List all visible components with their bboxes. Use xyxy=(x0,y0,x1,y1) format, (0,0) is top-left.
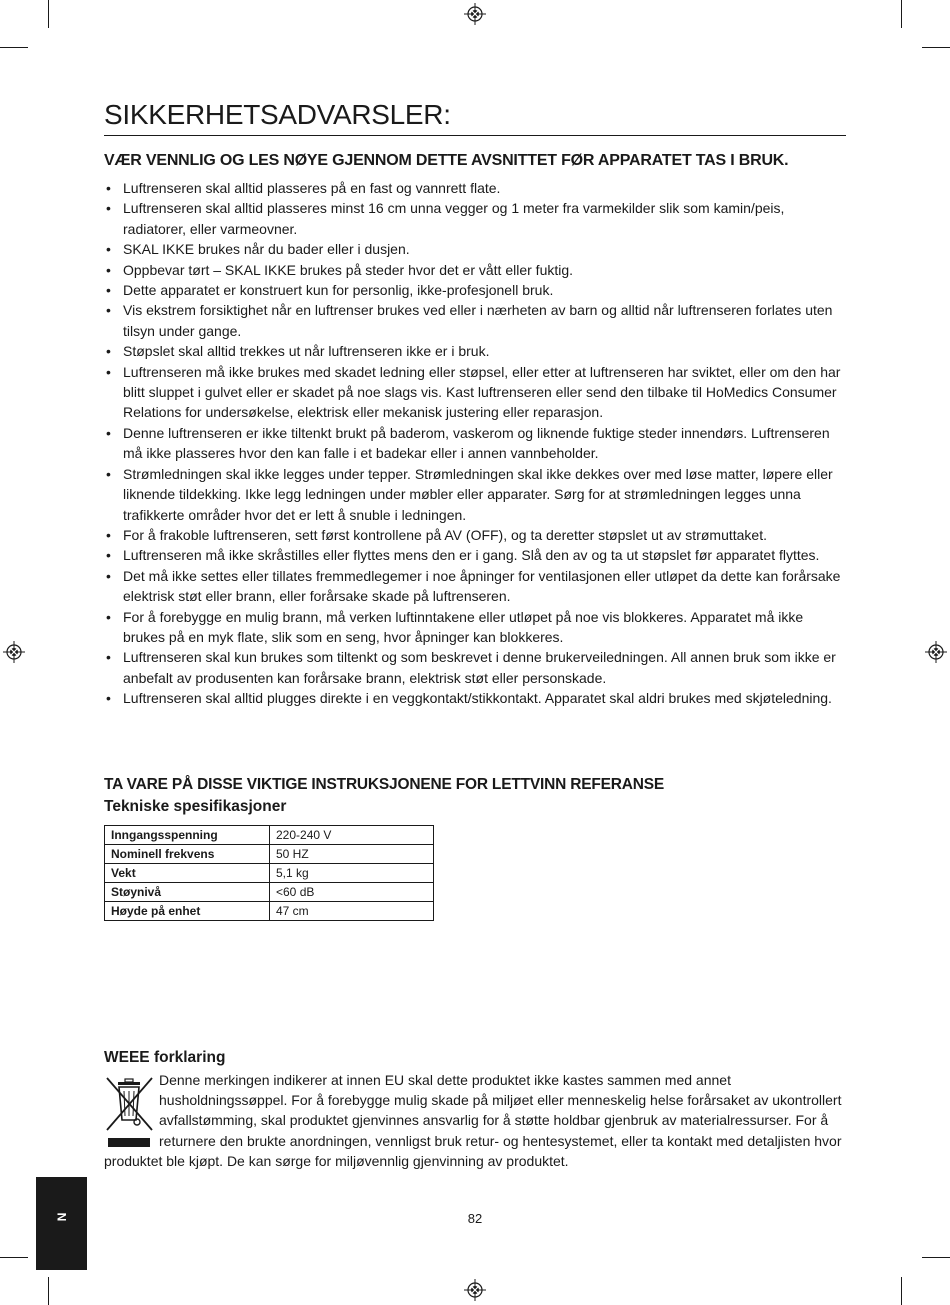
language-tab-label: N xyxy=(54,1212,69,1222)
spec-value: 5,1 kg xyxy=(270,864,434,883)
weee-text: Denne merkingen indikerer at innen EU skal dette produktet ikke kastes sammen med annet husholdningssøppel. For å forebygge mulig skade på miljøet eller menneskelig helse forårsaket av ukontrollert avfallstømming, skal produktet gjenvinnes ansvarlig for å støtte holdbar gjenbruk av materialressurser. For å returnere den brukte anordningen, vennligst bruk retur- og hentesystemet, eller ta kontakt med detaljisten hvor produktet ble kjøpt. De kan sørge for miljøvennlig gjenvinning av produktet. xyxy=(104,1072,842,1169)
safety-warnings-list xyxy=(104,178,846,709)
list-item: • Strømledningen skal ikke legges under tepper. Strømledningen skal ikke dekkes over med løse matter, løpere eller liknende tildekking. Ikke legg ledningen under møbler eller apparater. Sørg for at strømledningen legges unna trafikkerte områder hvor det er lett å snuble i ledningen. xyxy=(104,464,846,525)
spec-value: <60 dB xyxy=(270,883,434,902)
spec-label: Vekt xyxy=(105,864,270,883)
table-row xyxy=(105,902,434,921)
spec-label: Støynivå xyxy=(105,883,270,902)
list-item: • Luftrenseren skal kun brukes som tiltenkt og som beskrevet i denne brukerveiledningen. All annen bruk som ikke er anbefalt av produsenten kan forårsake brann, elektrisk støt eller personskade. xyxy=(104,647,846,688)
list-item: • Oppbevar tørt – SKAL IKKE brukes på steder hvor det er vått eller fuktig. xyxy=(104,260,846,280)
list-item: • Vis ekstrem forsiktighet når en luftrenser brukes ved eller i nærheten av barn og alltid når luftrenseren forlates uten tilsyn under gange. xyxy=(104,300,846,341)
page-number: 82 xyxy=(467,1211,483,1226)
crossed-out-wheelie-bin-icon xyxy=(104,1076,156,1148)
list-item: • Luftrenseren må ikke skråstilles eller flyttes mens den er i gang. Slå den av og ta ut støpslet før apparatet flyttes. xyxy=(104,545,846,565)
list-item: • For å forebygge en mulig brann, må verken luftinntakene eller utløpet på noe vis blokkeres. Apparatet må ikke brukes på en myk flate, slik som en seng, hvor åpninger kan blokkeres. xyxy=(104,607,846,648)
spec-value: 50 HZ xyxy=(270,845,434,864)
weee-heading: WEEE forklaring xyxy=(104,1049,226,1066)
list-item: • Luftrenseren skal alltid plasseres minst 16 cm unna vegger og 1 meter fra varmekilder slik som kamin/peis, radiatorer, eller varmeovner. xyxy=(104,198,846,239)
list-item: • Luftrenseren skal alltid plugges direkte i en veggkontakt/stikkontakt. Apparatet skal aldri brukes med skjøteledning. xyxy=(104,688,846,708)
list-item: • For å frakoble luftrenseren, sett først kontrollene på AV (OFF), og ta deretter støpslet ut av strømuttaket. xyxy=(104,525,846,545)
page-title: SIKKERHETSADVARSLER: xyxy=(104,98,846,136)
table-row xyxy=(105,845,434,864)
table-row xyxy=(105,864,434,883)
table-row xyxy=(105,883,434,902)
list-item: • Dette apparatet er konstruert kun for personlig, ikke-profesjonell bruk. xyxy=(104,280,846,300)
language-tab xyxy=(36,1177,87,1270)
registration-mark-icon xyxy=(3,641,25,663)
list-item: • Luftrenseren skal alltid plasseres på en fast og vannrett flate. xyxy=(104,178,846,198)
spec-label: Inngangsspenning xyxy=(105,826,270,845)
list-item: • SKAL IKKE brukes når du bader eller i dusjen. xyxy=(104,239,846,259)
list-item: • Luftrenseren må ikke brukes med skadet ledning eller støpsel, eller etter at luftrenseren har sviktet, eller om den har blitt sluppet i gulvet eller er skadet på noe slags vis. Kast luftrenseren eller send den tilbake til HoMedics Consumer Relations for undersøkelse, elektrisk eller mekanisk justering eller reparasjon. xyxy=(104,362,846,423)
spec-value: 47 cm xyxy=(270,902,434,921)
list-item: • Støpslet skal alltid trekkes ut når luftrenseren ikke er i bruk. xyxy=(104,341,846,361)
spec-label: Høyde på enhet xyxy=(105,902,270,921)
weee-paragraph xyxy=(104,1070,846,1171)
registration-mark-icon xyxy=(464,1279,486,1301)
spec-label: Nominell frekvens xyxy=(105,845,270,864)
spec-value: 220-240 V xyxy=(270,826,434,845)
spec-heading: Tekniske spesifikasjoner xyxy=(104,798,287,815)
registration-mark-icon xyxy=(925,641,947,663)
registration-mark-icon xyxy=(464,3,486,25)
spec-table xyxy=(104,825,434,921)
keep-instructions-heading: TA VARE PÅ DISSE VIKTIGE INSTRUKSJONENE FOR LETTVINN REFERANSE xyxy=(104,776,665,793)
list-item: • Det må ikke settes eller tillates fremmedlegemer i noe åpninger for ventilasjonen eller utløpet da dette kan forårsake elektrisk støt eller brann, eller forårsake skade på luftrenseren. xyxy=(104,566,846,607)
warning-heading: VÆR VENNLIG OG LES NØYE GJENNOM DETTE AVSNITTET FØR APPARATET TAS I BRUK. xyxy=(104,152,789,169)
table-row xyxy=(105,826,434,845)
list-item: • Denne luftrenseren er ikke tiltenkt brukt på baderom, vaskerom og liknende fuktige steder innendørs. Luftrenseren må ikke plasseres hvor den kan falle i et badekar eller i annen vannbeholder. xyxy=(104,423,846,464)
